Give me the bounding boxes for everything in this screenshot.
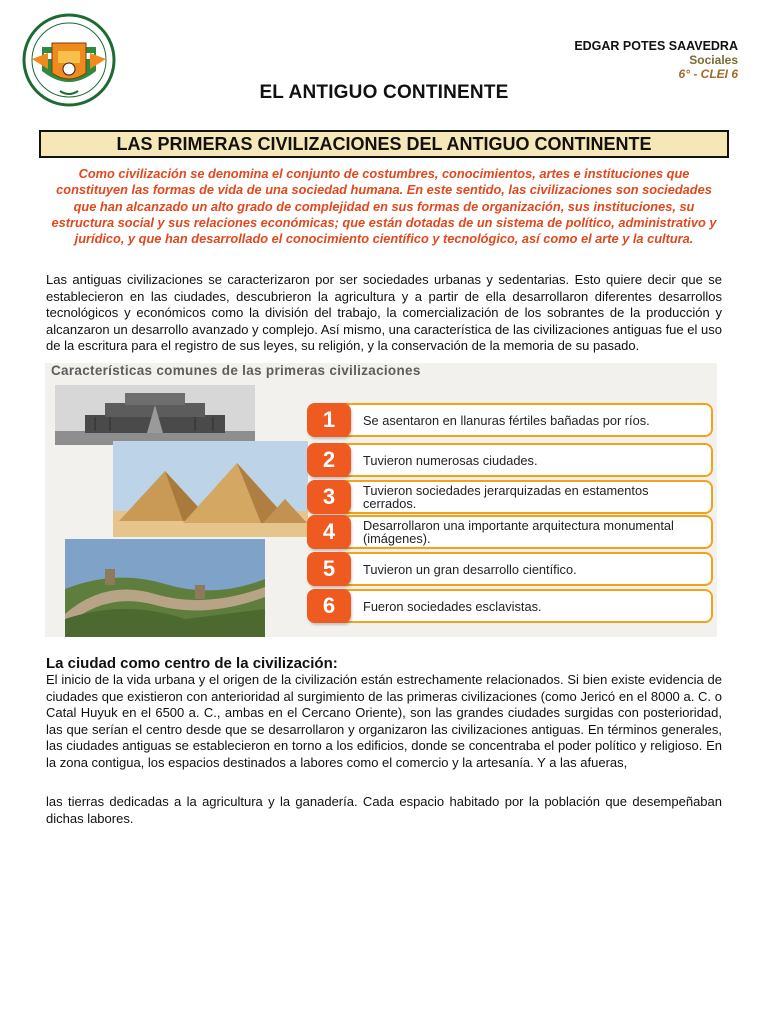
item-number: 4 bbox=[307, 515, 351, 549]
item-text: Se asentaron en llanuras fértiles bañadas por ríos. bbox=[363, 412, 650, 428]
great-wall-image bbox=[65, 539, 265, 637]
author-name: EDGAR POTES SAAVEDRA bbox=[574, 39, 738, 53]
item-number: 3 bbox=[307, 480, 351, 514]
item-text: Tuvieron sociedades jerarquizadas en estamentos cerrados. bbox=[363, 483, 649, 511]
paragraph-city-continued: las tierras dedicadas a la agricultura y la ganadería. Cada espacio habitado por la población que desempeñaban dichas labores. bbox=[46, 794, 722, 826]
item-text: Tuvieron numerosas ciudades. bbox=[363, 452, 538, 468]
item-number: 1 bbox=[307, 403, 351, 437]
list-item bbox=[307, 552, 713, 586]
infographic-title: Características comunes de las primeras civilizaciones bbox=[51, 363, 421, 378]
grade-label: 6° - CLEI 6 bbox=[678, 67, 738, 81]
ziggurat-image bbox=[55, 385, 255, 445]
item-text: Tuvieron un gran desarrollo científico. bbox=[363, 561, 577, 577]
subject-label: Sociales bbox=[689, 53, 738, 67]
list-item bbox=[307, 443, 713, 477]
characteristics-infographic bbox=[45, 363, 717, 637]
section-title: LAS PRIMERAS CIVILIZACIONES DEL ANTIGUO CONTINENTE bbox=[39, 130, 729, 158]
list-item bbox=[307, 589, 713, 623]
item-text: Fueron sociedades esclavistas. bbox=[363, 598, 542, 614]
paragraph-civilizations: Las antiguas civilizaciones se caracterizaron por ser sociedades urbanas y sedentarias. Esto quiere decir que se establecieron en las ciudades, descubrieron la agricultura y a partir de ella desarrollaron diferentes desarrollos tecnológicos y económicos como la división del trabajo, la comercialización de los sobrantes de la producción y alcanzaron un desarrollo avanzado y complejo. Así mismo, una característica de las civilizaciones antiguas fue el uso de la escritura para el registro de sus leyes, su religión, y la conservación de la memoria de su pasado. bbox=[46, 272, 722, 354]
page-title: EL ANTIGUO CONTINENTE bbox=[259, 82, 509, 103]
list-item bbox=[307, 515, 713, 549]
pyramids-image bbox=[113, 441, 308, 537]
list-item bbox=[307, 480, 713, 514]
section-subheading: La ciudad como centro de la civilización: bbox=[46, 655, 338, 672]
author-block bbox=[574, 39, 738, 81]
item-number: 2 bbox=[307, 443, 351, 477]
list-item bbox=[307, 403, 713, 437]
item-number: 6 bbox=[307, 589, 351, 623]
item-number: 5 bbox=[307, 552, 351, 586]
intro-definition: Como civilización se denomina el conjunto de costumbres, conocimientos, artes e instituciones que constituyen las formas de vida de una sociedad humana. En este sentido, las civilizaciones son sociedades que han alcanzado un alto grado de complejidad en sus formas de organización, sus instituciones, su estructura social y sus relaciones económicas; que están dotadas de un sistema de político, administrativo y jurídico, y que han desarrollado el conocimiento científico y tecnológico, así como el arte y la cultura. bbox=[51, 166, 717, 247]
item-text: Desarrollaron una importante arquitectura monumental (imágenes). bbox=[363, 518, 674, 546]
paragraph-city: El inicio de la vida urbana y el origen de la civilización están estrechamente relacionados. Si bien existe evidencia de ciudades que existieron con anterioridad al surgimiento de las primeras civilizaciones (como Jericó en el 8000 a. C. o Catal Huyuk en el 6500 a. C., ambas en el Cercano Oriente), son las grandes ciudades surgidas con posterioridad, las que serían el centro desde que se desarrollaron y organizaron las civilizaciones antiguas. En términos generales, las ciudades antiguas se establecieron en torno a los edificios, donde se concentraba el poder político y religioso. En la zona contigua, los espacios destinados a labores como el comercio y la artesanía. Y a las afueras, bbox=[46, 672, 722, 770]
